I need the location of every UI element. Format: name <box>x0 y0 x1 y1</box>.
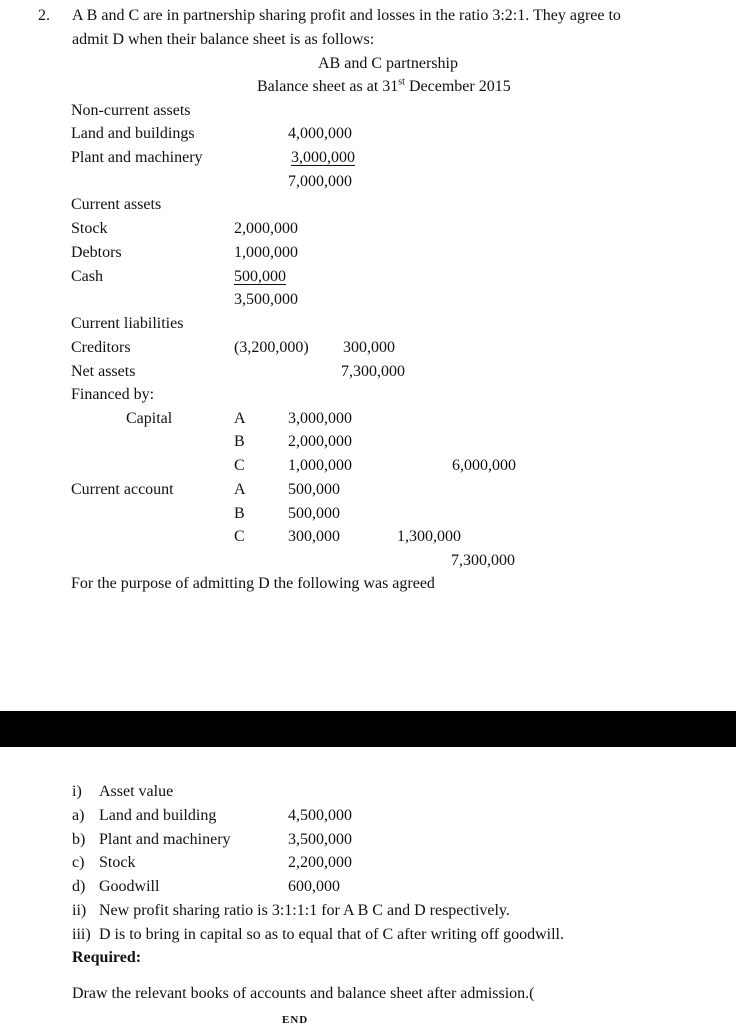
current-account-a-value: 500,000 <box>288 481 340 498</box>
land-value: 4,000,000 <box>288 125 352 142</box>
net-assets-value: 7,300,000 <box>341 363 405 380</box>
term-i-text: Asset value <box>99 783 174 800</box>
current-account-total: 1,300,000 <box>397 528 461 545</box>
creditors-value: (3,200,000) <box>234 339 309 356</box>
net-assets-label: Net assets <box>71 363 136 380</box>
term-i-number: i) <box>72 783 82 800</box>
capital-label: Capital <box>126 410 173 427</box>
term-c-value: 2,200,000 <box>288 854 352 871</box>
term-b-label: Plant and machinery <box>99 831 231 848</box>
term-d-label: Goodwill <box>99 878 160 895</box>
plant-value: 3,000,000 <box>291 149 355 166</box>
stock-value: 2,000,000 <box>234 220 298 237</box>
term-d-value: 600,000 <box>288 878 340 895</box>
plant-label: Plant and machinery <box>71 149 203 166</box>
current-account-label: Current account <box>71 481 174 498</box>
sheet-title: AB and C partnership <box>318 55 458 72</box>
debtors-label: Debtors <box>71 244 122 261</box>
sheet-subtitle: Balance sheet as at 31st December 2015 <box>257 76 511 95</box>
redaction-bar <box>0 711 736 747</box>
creditors-label: Creditors <box>71 339 131 356</box>
current-account-a-letter: A <box>234 481 246 498</box>
required-heading: Required: <box>72 949 142 966</box>
agreed-line: For the purpose of admitting D the following was agreed <box>71 575 435 592</box>
current-assets-total: 3,500,000 <box>234 291 298 308</box>
footer-cut-text: END <box>282 1014 309 1026</box>
term-b-value: 3,500,000 <box>288 831 352 848</box>
instruction-text: Draw the relevant books of accounts and balance sheet after admission.( <box>72 985 535 1002</box>
capital-b-letter: B <box>234 433 245 450</box>
non-current-heading: Non-current assets <box>71 102 191 119</box>
term-c-label: Stock <box>99 854 136 871</box>
debtors-value: 1,000,000 <box>234 244 298 261</box>
cash-value: 500,000 <box>234 268 286 285</box>
term-a-value: 4,500,000 <box>288 807 352 824</box>
term-iii-text: D is to bring in capital so as to equal that of C after writing off goodwill. <box>99 926 564 943</box>
term-iii-number: iii) <box>72 926 91 943</box>
question-text-line1: A B and C are in partnership sharing profit and losses in the ratio 3:2:1. They agree to <box>72 7 621 24</box>
non-current-total: 7,000,000 <box>288 173 352 190</box>
term-d-number: d) <box>72 878 86 895</box>
current-assets-heading: Current assets <box>71 196 162 213</box>
capital-b-value: 2,000,000 <box>288 433 352 450</box>
term-ii-text: New profit sharing ratio is 3:1:1:1 for A B C and D respectively. <box>99 902 510 919</box>
capital-total: 6,000,000 <box>452 457 516 474</box>
question-text-line2: admit D when their balance sheet is as follows: <box>72 31 375 48</box>
capital-a-value: 3,000,000 <box>288 410 352 427</box>
land-label: Land and buildings <box>71 125 195 142</box>
term-a-number: a) <box>72 807 85 824</box>
current-account-c-value: 300,000 <box>288 528 340 545</box>
term-a-label: Land and building <box>99 807 217 824</box>
term-b-number: b) <box>72 831 86 848</box>
current-account-c-letter: C <box>234 528 245 545</box>
net-current-assets-value: 300,000 <box>343 339 395 356</box>
current-account-b-letter: B <box>234 505 245 522</box>
capital-a-letter: A <box>234 410 246 427</box>
term-ii-number: ii) <box>72 902 87 919</box>
current-liabilities-heading: Current liabilities <box>71 315 184 332</box>
term-c-number: c) <box>72 854 85 871</box>
question-number: 2. <box>38 7 50 24</box>
current-account-b-value: 500,000 <box>288 505 340 522</box>
stock-label: Stock <box>71 220 108 237</box>
capital-c-letter: C <box>234 457 245 474</box>
cash-label: Cash <box>71 268 103 285</box>
capital-c-value: 1,000,000 <box>288 457 352 474</box>
grand-total: 7,300,000 <box>451 552 515 569</box>
financed-by-heading: Financed by: <box>71 386 155 403</box>
